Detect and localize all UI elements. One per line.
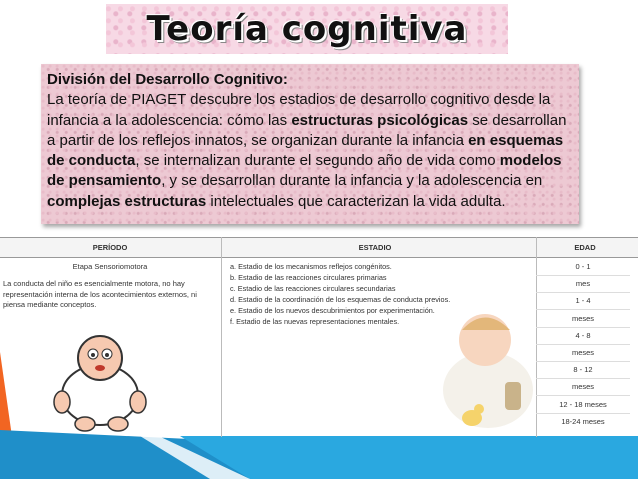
age-separator bbox=[536, 309, 630, 310]
table-header bbox=[0, 237, 638, 258]
age-separator bbox=[536, 344, 630, 345]
intro-bold-4: complejas estructuras bbox=[47, 192, 207, 210]
title-banner bbox=[106, 4, 508, 54]
age-item: 12 - 18 meses bbox=[559, 399, 607, 409]
column-divider bbox=[221, 237, 222, 437]
age-item: mes bbox=[575, 279, 591, 289]
stage-item: e. Estadio de los nuevos descubrimientos por experimentación. bbox=[230, 306, 435, 315]
header-periodo: PERÍODO bbox=[92, 243, 128, 252]
stage-item: f. Estadio de las nuevas representaciones mentales. bbox=[230, 317, 400, 326]
intro-text-2: se desarrollan a partir de los reflejos innatos, se organizan durante la infancia bbox=[47, 111, 567, 149]
stages-table bbox=[0, 237, 638, 437]
age-item: 18-24 meses bbox=[561, 416, 605, 426]
age-item: 0 - 1 bbox=[575, 262, 591, 271]
light-blue-shape bbox=[180, 436, 638, 479]
period-name: Etapa Sensoriomotora bbox=[72, 262, 148, 271]
intro-bold-1: estructuras psicológicas bbox=[291, 111, 469, 129]
age-separator bbox=[536, 327, 630, 328]
stage-item: b. Estadio de las reacciones circulares primarias bbox=[230, 273, 387, 282]
intro-heading: División del Desarrollo Cognitivo: bbox=[47, 71, 288, 88]
age-separator bbox=[536, 361, 630, 362]
age-item: meses bbox=[571, 382, 595, 392]
intro-bold-3: modelos de pensamiento bbox=[47, 152, 562, 190]
intro-text-3: , se internalizan durante el segundo año de vida como bbox=[135, 152, 500, 170]
intro-paragraph bbox=[47, 90, 571, 212]
age-item: 8 - 12 bbox=[573, 365, 593, 375]
stage-item: d. Estadio de la coordinación de los esquemas de conducta previos. bbox=[230, 295, 451, 304]
age-separator bbox=[536, 275, 630, 276]
age-separator bbox=[536, 378, 630, 379]
age-item: 1 - 4 bbox=[575, 296, 591, 306]
age-separator bbox=[536, 413, 630, 414]
column-divider bbox=[536, 237, 537, 437]
intro-text-4: , y se desarrollan durante la infancia y la adolescencia en bbox=[161, 172, 543, 190]
header-estadio: ESTADIO bbox=[358, 243, 392, 252]
page-title: Teoría cognitiva bbox=[146, 9, 468, 49]
age-item: meses bbox=[571, 313, 595, 323]
intro-text-box bbox=[41, 64, 579, 224]
header-edad: EDAD bbox=[574, 243, 596, 252]
period-description: La conducta del niño es esencialmente motora, no hay representación interna de los acontecimientos externos, ni piensa mediante conceptos. bbox=[3, 279, 197, 309]
age-item: 4 - 8 bbox=[575, 330, 591, 340]
stage-item: a. Estadio de los mecanismos reflejos congénitos. bbox=[230, 262, 392, 271]
stage-item: c. Estadio de las reacciones circulares secundarias bbox=[230, 284, 396, 293]
intro-bold-2: en esquemas de conducta bbox=[47, 131, 564, 170]
age-separator bbox=[536, 395, 630, 396]
intro-text-1: La teoría de PIAGET descubre los estadios de desarrollo cognitivo desde la infancia a la adolescencia: cómo las bbox=[47, 91, 551, 129]
age-item: meses bbox=[571, 348, 595, 357]
intro-text-5: intelectuales que caracterizan la vida adulta. bbox=[206, 192, 506, 210]
age-separator bbox=[536, 292, 630, 293]
